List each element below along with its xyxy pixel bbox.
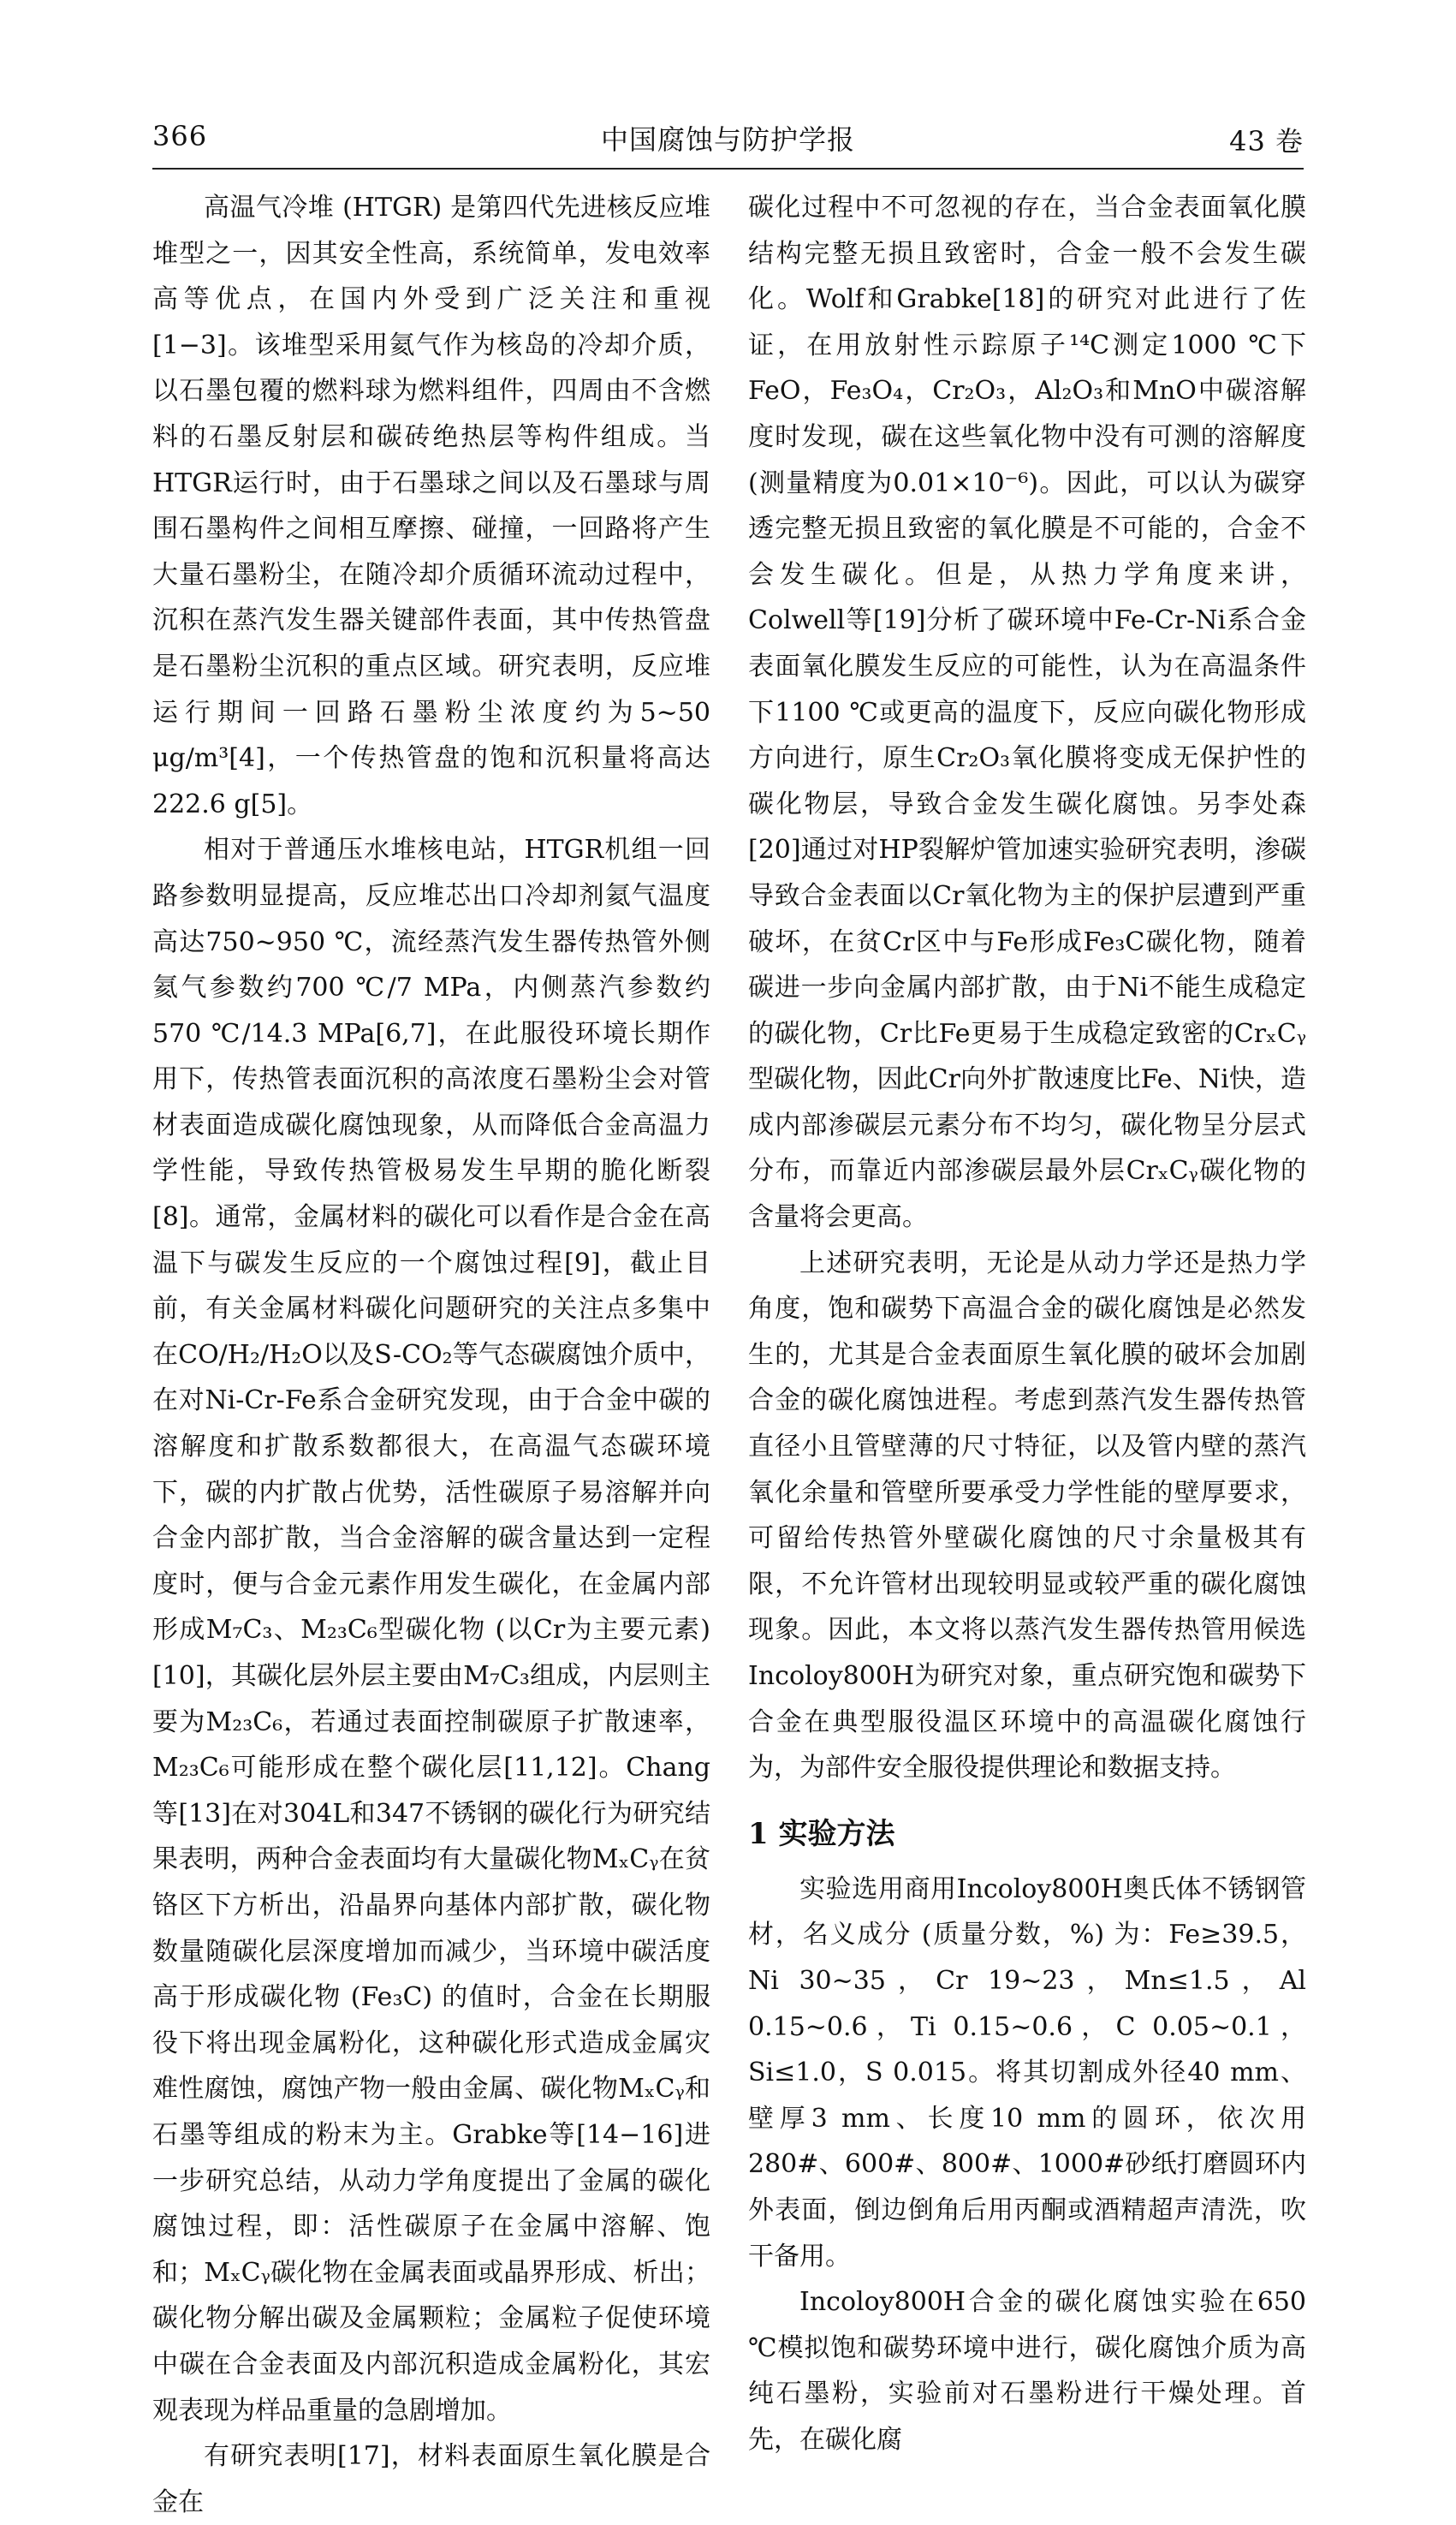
page-number: 366	[152, 120, 208, 152]
paragraph-research-summary: 上述研究表明，无论是从动力学还是热力学角度，饱和碳势下高温合金的碳化腐蚀是必然发生的，尤其是合金表面原生氧化膜的破坏会加剧合金的碳化腐蚀进程。考虑到蒸汽发生器传热管直径小且管壁薄的尺寸特征，以及管内壁的蒸汽氧化余量和管壁所要承受力学性能的壁厚要求，可留给传热管外壁碳化腐蚀的尺寸余量极其有限，不允许管材出现较明显或较严重的碳化腐蚀现象。因此，本文将以蒸汽发生器传热管用候选Incoloy800H为研究对象，重点研究饱和碳势下合金在典型服役温区环境中的高温碳化腐蚀行为，为部件安全服役提供理论和数据支持。	[748, 1248, 1306, 1784]
right-column	[748, 185, 1306, 2463]
paragraph-htgr-intro: 高温气冷堆 (HTGR) 是第四代先进核反应堆堆型之一，因其安全性高，系统简单，发电效率高等优点，在国内外受到广泛关注和重视[1−3]。该堆型采用氦气作为核岛的冷却介质，以石墨包覆的燃料球为燃料组件，四周由不含燃料的石墨反射层和碳砖绝热层等构件组成。当HTGR运行时，由于石墨球之间以及石墨球与周围石墨构件之间相互摩擦、碰撞，一回路将产生大量石墨粉尘，在随冷却介质循环流动过程中，沉积在蒸汽发生器关键部件表面，其中传热管盘是石墨粉尘沉积的重点区域。研究表明，反应堆运行期间一回路石墨粉尘浓度约为5~50 μg/m³[4]，一个传热管盘的饱和沉积量将高达222.6 g[5]。	[152, 193, 710, 819]
journal-title: 中国腐蚀与防护学报	[600, 123, 855, 156]
paragraph-oxide-film-start: 有研究表明[17]，材料表面原生氧化膜是合金在	[152, 2441, 710, 2517]
paragraph-material-composition: 实验选用商用Incoloy800H奥氏体不锈钢管材，名义成分 (质量分数，%) 为：Fe≥39.5，Ni 30~35，Cr 19~23，Mn≤1.5，Al 0.15~0.6，Ti 0.15~0.6，C 0.05~0.1，Si≤1.0，S 0.015。将其切割成外径40 mm、壁厚3 mm、长度10 mm的圆环，依次用280#、600#、800#、1000#砂纸打磨圆环内外表面，倒边倒角后用丙酮或酒精超声清洗，吹干备用。	[748, 1873, 1306, 2272]
section-heading-methods: 1 实验方法	[748, 1816, 895, 1851]
volume-label: 43 卷	[1229, 125, 1304, 158]
paragraph-oxide-film-continued: 碳化过程中不可忽视的存在，当合金表面氧化膜结构完整无损且致密时，合金一般不会发生碳化。Wolf和Grabke[18]的研究对此进行了佐证，在用放射性示踪原子¹⁴C测定1000 ℃下FeO，Fe₃O₄，Cr₂O₃，Al₂O₃和MnO中碳溶解度时发现，碳在这些氧化物中没有可测的溶解度 (测量精度为0.01×10⁻⁶)。因此，可以认为碳穿透完整无损且致密的氧化膜是不可能的，合金不会发生碳化。但是，从热力学角度来讲，Colwell等[19]分析了碳环境中Fe-Cr-Ni系合金表面氧化膜发生反应的可能性，认为在高温条件下1100 ℃或更高的温度下，反应向碳化物形成方向进行，原生Cr₂O₃氧化膜将变成无保护性的碳化物层，导致合金发生碳化腐蚀。另李处森[20]通过对HP裂解炉管加速实验研究表明，渗碳导致合金表面以Cr氧化物为主的保护层遭到严重破坏，在贫Cr区中与Fe形成Fe₃C碳化物，随着碳进一步向金属内部扩散，由于Ni不能生成稳定的碳化物，Cr比Fe更易于生成稳定致密的CrₓCᵧ型碳化物，因此Cr向外扩散速度比Fe、Ni快，造成内部渗碳层元素分布不均匀，碳化物呈分层式分布，而靠近内部渗碳层最外层CrₓCᵧ碳化物的含量将会更高。	[748, 193, 1306, 1233]
left-column	[152, 185, 710, 2525]
paragraph-htgr-parameters: 相对于普通压水堆核电站，HTGR机组一回路参数明显提高，反应堆芯出口冷却剂氦气温度高达750~950 ℃，流经蒸汽发生器传热管外侧氦气参数约700 ℃/7 MPa，内侧蒸汽参数约570 ℃/14.3 MPa[6,7]，在此服役环境长期作用下，传热管表面沉积的高浓度石墨粉尘会对管材表面造成碳化腐蚀现象，从而降低合金高温力学性能，导致传热管极易发生早期的脆化断裂[8]。通常，金属材料的碳化可以看作是合金在高温下与碳发生反应的一个腐蚀过程[9]，截止目前，有关金属材料碳化问题研究的关注点多集中在CO/H₂/H₂O以及S-CO₂等气态碳腐蚀介质中，在对Ni-Cr-Fe系合金研究发现，由于合金中碳的溶解度和扩散系数都很大，在高温气态碳环境下，碳的内扩散占优势，活性碳原子易溶解并向合金内部扩散，当合金溶解的碳含量达到一定程度时，便与合金元素作用发生碳化，在金属内部形成M₇C₃、M₂₃C₆型碳化物 (以Cr为主要元素)[10]，其碳化层外层主要由M₇C₃组成，内层则主要为M₂₃C₆，若通过表面控制碳原子扩散速率，M₂₃C₆可能形成在整个碳化层[11,12]。Chang等[13]在对304L和347不锈钢的碳化行为研究结果表明，两种合金表面均有大量碳化物MₓCᵧ在贫铬区下方析出，沿晶界向基体内部扩散，碳化物数量随碳化层深度增加而减少，当环境中碳活度高于形成碳化物 (Fe₃C) 的值时，合金在长期服役下将出现金属粉化，这种碳化形式造成金属灾难性腐蚀，腐蚀产物一般由金属、碳化物MₓCᵧ和石墨等组成的粉末为主。Grabke等[14−16]进一步研究总结，从动力学角度提出了金属的碳化腐蚀过程，即：活性碳原子在金属中溶解、饱和；MₓCᵧ碳化物在金属表面或晶界形成、析出；碳化物分解出碳及金属颗粒；金属粒子促使环境中碳在合金表面及内部沉积造成金属粉化，其宏观表现为样品重量的急剧增加。	[152, 835, 710, 2426]
header-rule	[152, 168, 1304, 170]
paragraph-carburization-experiment: Incoloy800H合金的碳化腐蚀实验在650 ℃模拟饱和碳势环境中进行，碳化腐蚀介质为高纯石墨粉，实验前对石墨粉进行干燥处理。首先，在碳化腐	[748, 2287, 1306, 2455]
